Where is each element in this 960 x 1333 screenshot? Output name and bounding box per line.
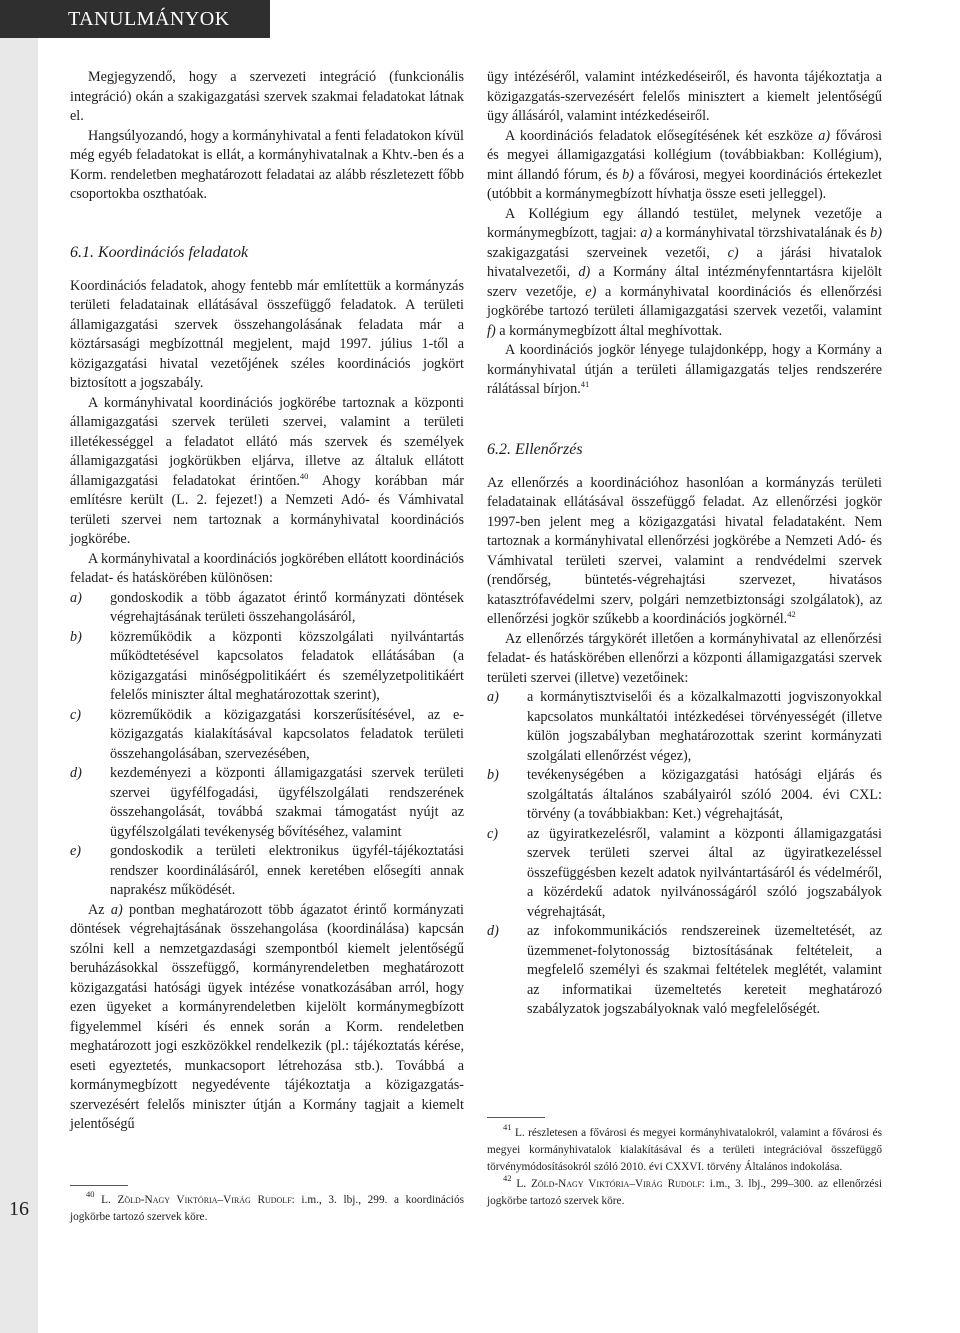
section-header: TANULMÁNYOK	[0, 0, 270, 38]
list-letter: b)	[487, 767, 499, 783]
list-letter: c)	[70, 706, 82, 723]
footnote-ref[interactable]: 40	[299, 470, 309, 481]
list-text: közreműködik a közigazgatási korszerűsítésével, az e-közigazgatás kialakításával kapcsolatos feladatok területi összehangolásában, szervezésében,	[110, 706, 464, 762]
text-run: Az	[88, 901, 111, 918]
list-item	[487, 766, 882, 825]
footnote-number: 41	[503, 1122, 512, 1132]
footnote-text: i.m., 3. lbj., 299–300. az ellenőrzési jogkörbe tartozó szervek köre.	[487, 1178, 882, 1207]
list-text: gondoskodik a több ágazatot érintő kormányzati döntések végrehajtásának területi összehangolásáról,	[110, 589, 464, 625]
text-run: Az ellenőrzési jogkör 1997-ben jelent meg a közigazgatási hivatal feladataként. Nem tartoznak a kormányhivatal ellenőrzési jogkörébe a Nemzeti Adó- és Vámhivatal területi szervei, valamint a rendvédelmi szervek (rendőrség, büntetés-végrehajtási szervezet, hivatásos katasztrófavédelmi szerv, polgári nemzetbiztonsági szolgálatok), az ellenőrzési jogkör szűkebb a koordinációs jogkörnél.	[487, 494, 883, 627]
text-run: f)	[487, 322, 496, 339]
list-letter: b)	[70, 628, 82, 645]
paragraph	[487, 127, 882, 205]
footnote-40	[70, 1189, 464, 1226]
paragraph	[487, 474, 882, 630]
duty-list	[70, 589, 464, 901]
section-heading-6-2: 6.2. Ellenőrzés	[487, 440, 583, 458]
list-item	[487, 688, 882, 766]
text-run: Ahogy korábban már említésre került (L. 2. fejezet!) a Nemzeti Adó- és Vámhivatal területi szervei nem tartoznak a kormányhivatal koordinációs jogkörébe.	[70, 472, 464, 547]
list-item	[70, 706, 464, 765]
text-run: A koordinációs feladatok elősegítésének két eszköze	[505, 127, 819, 144]
paragraph	[70, 394, 464, 550]
text-run: A Kollégium egy állandó testület, melynek vezetője a kormánymegbízott, tagjai:	[487, 205, 882, 241]
list-item	[70, 589, 464, 628]
text-run: a fővárosi, megyei koordinációs értekezlet (utóbbit a kormánymegbízott hívhatja össze eseti jelleggel).	[487, 166, 882, 202]
paragraph: Hangsúlyozandó, hogy a kormányhivatal a fenti feladatokon kívül még egyéb feladatokat is ellát, a kormányhivatalnak a Khtv.-ben és a Korm. rendeletben meghatározott feladatai az alább részletezett főbb csoportokba oszthatóak.	[70, 127, 464, 202]
paragraph	[70, 901, 464, 1135]
text-run: a kormányhivatal törzshivatalának és	[652, 225, 871, 241]
text-run: c)	[727, 244, 739, 261]
list-item	[70, 842, 464, 901]
footnote-41	[487, 1122, 882, 1176]
list-letter: c)	[487, 825, 499, 842]
text-run: Az ellenőrzés a koordinációhoz hasonlóan a kormányzás területi feladatainak ellátásával összefüggő feladat.	[487, 474, 882, 510]
footnote-ref[interactable]: 42	[787, 609, 796, 619]
footnote-author: L. Zöld-Nagy Viktória–Virág Rudolf:	[516, 1178, 705, 1190]
footnote-number: 42	[503, 1173, 512, 1183]
text-run: Koordinációs feladatok, ahogy fentebb már említettük a kormányzás területi feladatainak ellátásával összefüggő feladatok.	[70, 277, 464, 313]
text-run: a)	[640, 225, 653, 241]
text-run: a)	[110, 901, 123, 918]
text-run: A területi államigazgatási szervek összehangolásának feladata már a köztársasági megbízottnál megjelent, majd 1997. július 1-től a közigazgatási hivatal vezetőjének széles koordinációs jogkört biztosított a jogszabály.	[70, 297, 464, 391]
footnote-text: i.m., 3. lbj., 299. a koordinációs jogkörbe tartozó szervek köre.	[70, 1194, 464, 1223]
list-text: az infokommunikációs rendszereinek üzemeltetését, az üzemmenet-folytonosság biztosításának feltételeit, a megfelelő személyi és szakmai feltételek meglétét, valamint az informatikai üzemeltetés kereteit meghatározó szabályzatok jogszabályoknak való megfelelőségét.	[527, 923, 882, 1017]
paragraph: A kormányhivatal a koordinációs jogkörében ellátott koordinációs feladat- és hatáskörében különösen:	[70, 550, 464, 586]
list-letter: d)	[70, 765, 82, 781]
footnote-divider	[70, 1185, 128, 1186]
footnotes-right	[487, 1122, 882, 1210]
list-letter: e)	[70, 843, 82, 859]
list-letter: d)	[487, 923, 499, 939]
inspection-list	[487, 688, 882, 1020]
text-run: a járási hivatalok hivatalvezetői,	[487, 244, 882, 280]
list-item	[70, 628, 464, 706]
footnote-divider	[487, 1117, 545, 1118]
list-text: kezdeményezi a központi államigazgatási szervek területi szervei ügyfélfogadási, ügyfélszolgálati rendszerének összehangolását, továbbá szakmai támogatást nyújt az ügyfélszolgálati tevékenység bővítéséhez, valamint	[110, 765, 464, 840]
list-item	[70, 764, 464, 842]
text-run: b)	[622, 166, 634, 183]
footnotes-left	[70, 1189, 464, 1226]
text-run: A kormányhivatal koordinációs jogkörébe tartoznak a központi államigazgatási szervek területi szervei, valamint a területi illetékességgel a feladatot ellátó más szervek és személyek államigazgatási jogkörükben eljárva, illetve az általuk ellátott államigazgatási feladatokat érintően.	[70, 394, 464, 489]
paragraph	[487, 205, 882, 342]
footnote-text: L. részletesen a fővárosi és megyei kormányhivatalokról, valamint a fővárosi és megyei kormányhivatalok kialakításával és a területi integrációval összefüggő törvénymódosításokról szóló 2010. évi CXXVI. törvény Általános indokolása.	[487, 1127, 882, 1173]
footnote-number: 40	[86, 1189, 95, 1199]
list-text: a kormánytisztviselői és a közalkalmazotti jogviszonyokkal kapcsolatos munkáltatói intézkedései törvényességét (illetve külön jogszabályban meghatározottak szerint kormányzati szolgálati ellenőrzést végez),	[527, 689, 882, 764]
text-run: a)	[818, 127, 831, 144]
paragraph: ügy intézéséről, valamint intézkedéseiről, és havonta tájékoztatja a közigazgatás-szervezésért felelős minisztert a kiemelt jelentőségű ügy állásáról, valamint intézkedéseiről.	[487, 69, 882, 124]
text-run: A koordinációs jogkör lényege tulajdonképp, hogy a Kormány a kormányhivatal útján a területi államigazgatás teljes rendszerére rálátással bírjon.	[487, 342, 882, 397]
list-text: közreműködik a központi közszolgálati nyilvántartás működtetésével kapcsolatos feladatok ellátásában (a közigazgatási minőségpolitikáért és személyzetpolitikáért felelős miniszter által meghatározottak szerint),	[110, 628, 464, 703]
list-item	[487, 922, 882, 1020]
text-run: a Kormány által intézményfenntartásra kijelölt szerv vezetője,	[487, 264, 882, 300]
list-letter: a)	[487, 689, 499, 705]
list-text: tevékenységében a közigazgatási hatósági eljárás és szolgáltatás általános szabályairól szóló 2004. évi CXL: törvény (a továbbiakban: Ket.) végrehajtását,	[527, 767, 882, 822]
side-strip	[0, 38, 38, 1333]
text-run: pontban meghatározott több ágazatot érintő kormányzati döntések végrehajtásának összehangolása (koordinálása) kapcsán szólni kell a nemzetgazdasági szempontból kiemelt jelentőségű beruházásokkal összefüggő, kormányrendeletben meghatározott közigazgatási hatósági ügyek intézése vonatkozásában arról, hogy ezen ügyeket a kormányrendeletben kijelölt kormánymegbízott figyelemmel kíséri és ennek során a Korm. rendeletben meghatározott jogi eszközökkel rendelkezik (pl.: tájékoztatás kérése, eseti egyeztetés, munkacsoport létrehozása stb.). Továbbá a kormánymegbízott negyedévente tájékoztatja a közigazgatás-szervezésért felelős miniszter útján a Kormány tagjait a kiemelt jelentőségű	[70, 901, 464, 1132]
section-heading-6-1: 6.1. Koordinációs feladatok	[70, 243, 249, 261]
paragraph: Megjegyzendő, hogy a szervezeti integráció (funkcionális integráció) okán a szakigazgatási szervek szakmai feladatokat látnak el.	[70, 69, 464, 124]
left-column	[70, 68, 464, 1135]
text-run: fővárosi és megyei államigazgatási kollégium (továbbiakban: Kollégium), mint állandó fórum, és	[487, 127, 882, 183]
page-number: 16	[9, 1198, 29, 1220]
text-run: e)	[585, 283, 597, 300]
text-run: szakigazgatási szerveinek vezetői,	[487, 244, 728, 261]
text-run: b)	[870, 225, 882, 241]
paragraph: Az ellenőrzés tárgykörét illetően a kormányhivatal az ellenőrzési feladat- és hatáskörében ellenőrzi a központi államigazgatási szervek területi szervei (illetve) vezetőinek:	[487, 630, 882, 686]
footnote-author: L. Zöld-Nagy Viktória–Virág Rudolf:	[101, 1194, 295, 1206]
paragraph	[70, 277, 464, 394]
list-text: gondoskodik a területi elektronikus ügyfél-tájékoztatási rendszer koordinálásáról, ennek keretében elősegíti annak naprakész működését.	[110, 843, 464, 898]
right-column	[487, 68, 882, 1020]
list-letter: a)	[70, 589, 82, 606]
footnote-ref[interactable]: 41	[580, 379, 590, 389]
list-item	[487, 825, 882, 923]
text-run: a kormánymegbízott által meghívottak.	[495, 322, 723, 339]
text-run: a kormányhivatal koordinációs és ellenőrzési jogkörébe tartozó területi államigazgatási szervek vezetői, valamint	[487, 283, 882, 319]
paragraph	[487, 341, 882, 400]
text-run: d)	[578, 264, 591, 280]
footnote-42	[487, 1173, 882, 1210]
list-text: az ügyiratkezelésről, valamint a központi államigazgatási szervek területi szervei által az ügyiratkezeléssel összefüggésben kezelt adatok nyilvántartásáról és védelméről, a közérdekű adatok nyilvánosságáról szóló jogszabályok végrehajtását,	[527, 825, 882, 920]
